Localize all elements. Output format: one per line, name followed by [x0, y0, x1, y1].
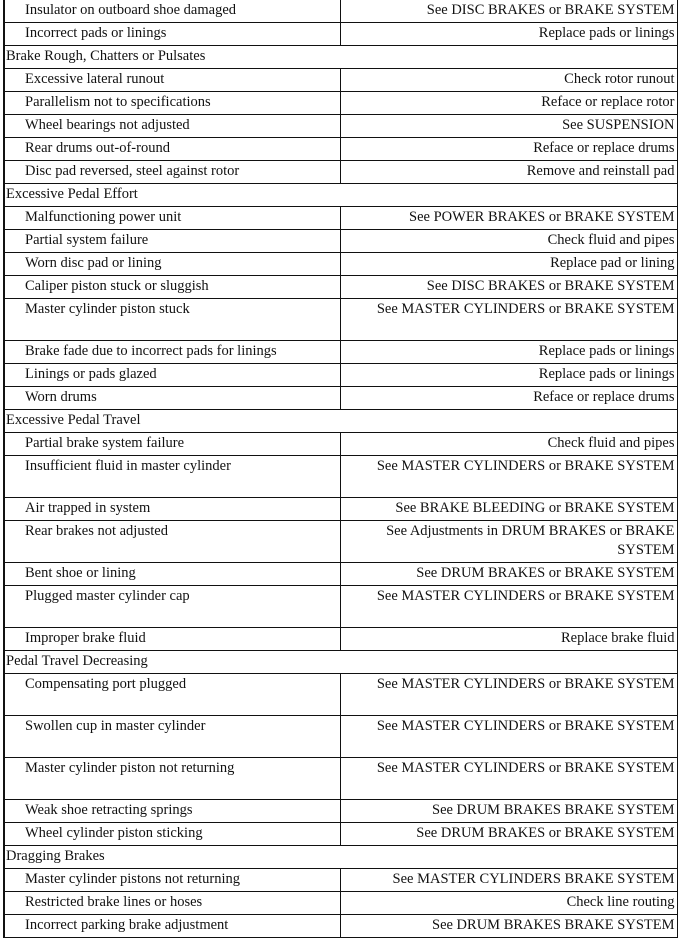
- remedy-cell: See DISC BRAKES or BRAKE SYSTEM: [340, 276, 677, 299]
- table-row: [4, 498, 677, 521]
- condition-cell: Compensating port plugged: [4, 674, 340, 716]
- table-row: [4, 823, 677, 846]
- remedy-cell: See MASTER CYLINDERS or BRAKE SYSTEM: [340, 716, 677, 758]
- condition-cell: Linings or pads glazed: [4, 364, 340, 387]
- remedy-cell: Replace pad or lining: [340, 253, 677, 276]
- table-row: [4, 716, 677, 758]
- condition-cell: Restricted brake lines or hoses: [4, 892, 340, 915]
- remedy-cell: See MASTER CYLINDERS BRAKE SYSTEM: [340, 869, 677, 892]
- remedy-cell: See MASTER CYLINDERS or BRAKE SYSTEM: [340, 586, 677, 628]
- troubleshooting-table: [3, 0, 678, 938]
- condition-cell: Disc pad reversed, steel against rotor: [4, 161, 340, 184]
- table-row: [4, 341, 677, 364]
- remedy-cell: See DRUM BRAKES or BRAKE SYSTEM: [340, 823, 677, 846]
- remedy-cell: Reface or replace rotor: [340, 92, 677, 115]
- table-row: [4, 92, 677, 115]
- table-row: [4, 276, 677, 299]
- table-row: [4, 586, 677, 628]
- condition-cell: Bent shoe or lining: [4, 563, 340, 586]
- remedy-cell: Check rotor runout: [340, 69, 677, 92]
- remedy-cell: See DRUM BRAKES or BRAKE SYSTEM: [340, 563, 677, 586]
- table-row: [4, 364, 677, 387]
- condition-cell: Rear drums out-of-round: [4, 138, 340, 161]
- table-row: [4, 115, 677, 138]
- condition-cell: Partial brake system failure: [4, 433, 340, 456]
- table-row: [4, 456, 677, 498]
- condition-cell: Swollen cup in master cylinder: [4, 716, 340, 758]
- remedy-cell: Replace pads or linings: [340, 23, 677, 46]
- remedy-cell: Check fluid and pipes: [340, 230, 677, 253]
- remedy-cell: Reface or replace drums: [340, 138, 677, 161]
- section-header-row: [4, 184, 677, 207]
- troubleshooting-table-page: [3, 0, 676, 938]
- table-row: [4, 800, 677, 823]
- table-row: [4, 915, 677, 938]
- remedy-cell: Reface or replace drums: [340, 387, 677, 410]
- condition-cell: Worn drums: [4, 387, 340, 410]
- condition-cell: Master cylinder piston stuck: [4, 299, 340, 341]
- remedy-cell: See MASTER CYLINDERS or BRAKE SYSTEM: [340, 758, 677, 800]
- remedy-cell: See DRUM BRAKES BRAKE SYSTEM: [340, 915, 677, 938]
- section-title: Pedal Travel Decreasing: [4, 651, 677, 674]
- condition-cell: Wheel cylinder piston sticking: [4, 823, 340, 846]
- condition-cell: Insulator on outboard shoe damaged: [4, 0, 340, 23]
- table-row: [4, 23, 677, 46]
- remedy-cell: Replace pads or linings: [340, 341, 677, 364]
- table-row: [4, 69, 677, 92]
- remedy-cell: See MASTER CYLINDERS or BRAKE SYSTEM: [340, 456, 677, 498]
- table-row: [4, 628, 677, 651]
- remedy-cell: Replace pads or linings: [340, 364, 677, 387]
- table-row: [4, 433, 677, 456]
- condition-cell: Master cylinder pistons not returning: [4, 869, 340, 892]
- table-row: [4, 0, 677, 23]
- table-row: [4, 563, 677, 586]
- section-title: Brake Rough, Chatters or Pulsates: [4, 46, 677, 69]
- remedy-cell: Remove and reinstall pad: [340, 161, 677, 184]
- section-header-row: [4, 410, 677, 433]
- table-row: [4, 161, 677, 184]
- condition-cell: Air trapped in system: [4, 498, 340, 521]
- condition-cell: Weak shoe retracting springs: [4, 800, 340, 823]
- remedy-cell: Check line routing: [340, 892, 677, 915]
- section-header-row: [4, 46, 677, 69]
- section-header-row: [4, 846, 677, 869]
- condition-cell: Incorrect parking brake adjustment: [4, 915, 340, 938]
- remedy-cell: See BRAKE BLEEDING or BRAKE SYSTEM: [340, 498, 677, 521]
- table-row: [4, 674, 677, 716]
- remedy-cell: See DISC BRAKES or BRAKE SYSTEM: [340, 0, 677, 23]
- section-header-row: [4, 651, 677, 674]
- condition-cell: Rear brakes not adjusted: [4, 521, 340, 563]
- condition-cell: Brake fade due to incorrect pads for linings: [4, 341, 340, 364]
- condition-cell: Master cylinder piston not returning: [4, 758, 340, 800]
- condition-cell: Plugged master cylinder cap: [4, 586, 340, 628]
- section-title: Excessive Pedal Effort: [4, 184, 677, 207]
- condition-cell: Worn disc pad or lining: [4, 253, 340, 276]
- remedy-cell: See DRUM BRAKES BRAKE SYSTEM: [340, 800, 677, 823]
- condition-cell: Insufficient fluid in master cylinder: [4, 456, 340, 498]
- condition-cell: Improper brake fluid: [4, 628, 340, 651]
- table-body: [4, 0, 677, 938]
- table-row: [4, 892, 677, 915]
- table-row: [4, 387, 677, 410]
- condition-cell: Excessive lateral runout: [4, 69, 340, 92]
- condition-cell: Wheel bearings not adjusted: [4, 115, 340, 138]
- table-row: [4, 758, 677, 800]
- table-row: [4, 299, 677, 341]
- condition-cell: Parallelism not to specifications: [4, 92, 340, 115]
- table-row: [4, 521, 677, 563]
- table-row: [4, 138, 677, 161]
- section-title: Dragging Brakes: [4, 846, 677, 869]
- remedy-cell: See Adjustments in DRUM BRAKES or BRAKE SYSTEM: [340, 521, 677, 563]
- remedy-cell: See SUSPENSION: [340, 115, 677, 138]
- condition-cell: Partial system failure: [4, 230, 340, 253]
- table-row: [4, 869, 677, 892]
- table-row: [4, 207, 677, 230]
- remedy-cell: Check fluid and pipes: [340, 433, 677, 456]
- remedy-cell: See MASTER CYLINDERS or BRAKE SYSTEM: [340, 674, 677, 716]
- condition-cell: Malfunctioning power unit: [4, 207, 340, 230]
- remedy-cell: See MASTER CYLINDERS or BRAKE SYSTEM: [340, 299, 677, 341]
- remedy-cell: Replace brake fluid: [340, 628, 677, 651]
- condition-cell: Caliper piston stuck or sluggish: [4, 276, 340, 299]
- condition-cell: Incorrect pads or linings: [4, 23, 340, 46]
- table-row: [4, 253, 677, 276]
- remedy-cell: See POWER BRAKES or BRAKE SYSTEM: [340, 207, 677, 230]
- section-title: Excessive Pedal Travel: [4, 410, 677, 433]
- table-row: [4, 230, 677, 253]
